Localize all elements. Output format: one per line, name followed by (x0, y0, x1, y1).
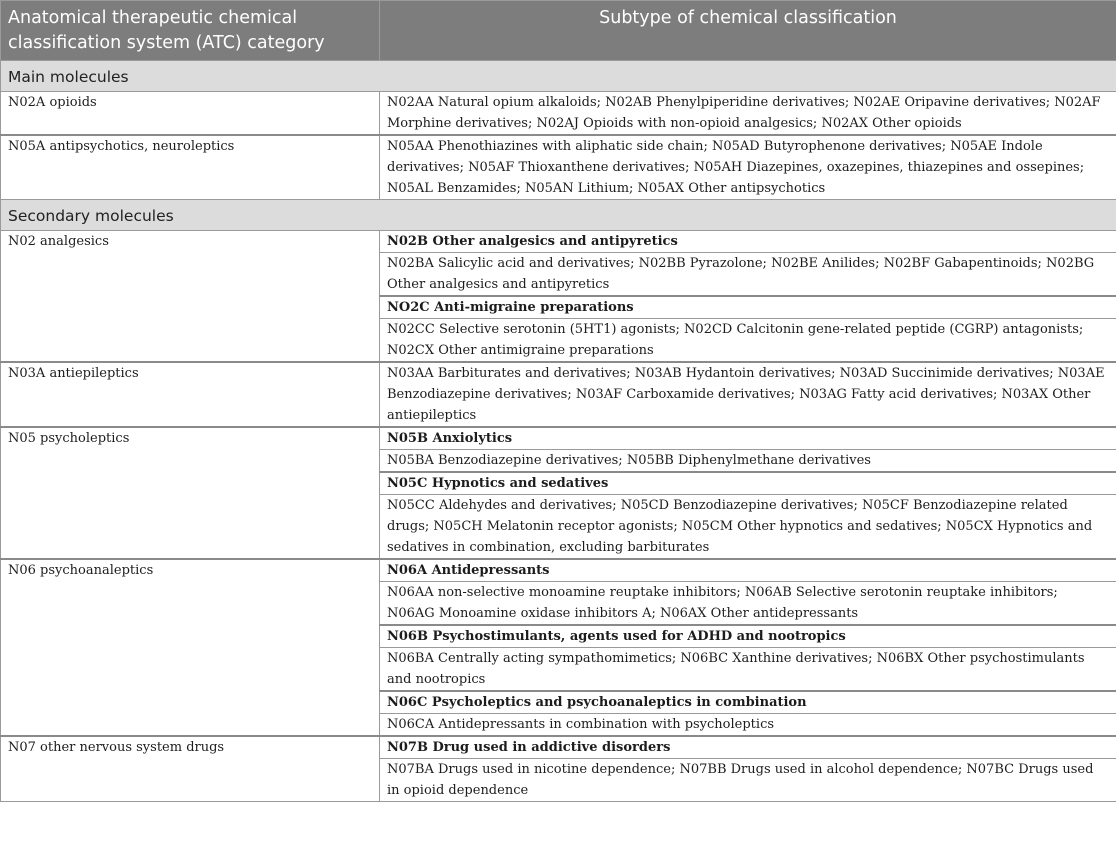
table-row (1, 231, 1116, 253)
subtype-detail-cell: N06CA Antidepressants in combination with psycholeptics (380, 714, 1116, 737)
atc-category-cell: N07 other nervous system drugs (1, 736, 380, 802)
table-row (1, 736, 1116, 759)
subtype-detail-cell: N05BA Benzodiazepine derivatives; N05BB Diphenylmethane derivatives (380, 450, 1116, 473)
subtype-detail-cell: N06BA Centrally acting sympathomimetics; N06BC Xanthine derivatives; N06BX Other psychostimulants and nootropics (380, 648, 1116, 692)
table-row (1, 135, 1116, 200)
subtype-detail-cell: N02CC Selective serotonin (5HT1) agonists; N02CD Calcitonin gene-related peptide (CGRP) antagonists; N02CX Other antimigraine preparations (380, 319, 1116, 363)
atc-category-cell: N02 analgesics (1, 231, 380, 363)
subtype-heading-cell: NO2C Anti-migraine preparations (380, 296, 1116, 319)
table-row (1, 427, 1116, 450)
subtype-heading-cell: N07B Drug used in addictive disorders (380, 736, 1116, 759)
section-row (1, 200, 1116, 231)
subtype-detail-cell: N02BA Salicylic acid and derivatives; N02BB Pyrazolone; N02BE Anilides; N02BF Gabapentinoids; N02BG Other analgesics and antipyretics (380, 253, 1116, 297)
subtype-detail-cell: N03AA Barbiturates and derivatives; N03AB Hydantoin derivatives; N03AD Succinimide derivatives; N03AE Benzodiazepine derivatives; N03AF Carboxamide derivatives; N03AG Fatty acid derivatives; N03AX Other antiepileptics (380, 362, 1116, 427)
header-atc-category: Anatomical therapeutic chemical classification system (ATC) category (1, 1, 380, 61)
section-title: Secondary molecules (1, 200, 1116, 231)
table-row (1, 559, 1116, 582)
subtype-detail-cell: N07BA Drugs used in nicotine dependence; N07BB Drugs used in alcohol dependence; N07BC Drugs used in opioid dependence (380, 759, 1116, 802)
table-body (1, 61, 1116, 802)
section-title: Main molecules (1, 61, 1116, 92)
subtype-detail-cell: N05CC Aldehydes and derivatives; N05CD Benzodiazepine derivatives; N05CF Benzodiazepine related drugs; N05CH Melatonin receptor agonists; N05CM Other hypnotics and sedatives; N05CX Hypnotics and sedatives in combination, excluding barbiturates (380, 495, 1116, 560)
section-row (1, 61, 1116, 92)
subtype-heading-cell: N06B Psychostimulants, agents used for ADHD and nootropics (380, 625, 1116, 648)
subtype-heading-cell: N06A Antidepressants (380, 559, 1116, 582)
table-row (1, 362, 1116, 427)
subtype-heading-cell: N05C Hypnotics and sedatives (380, 472, 1116, 495)
subtype-heading-cell: N02B Other analgesics and antipyretics (380, 231, 1116, 253)
atc-category-cell: N05 psycholeptics (1, 427, 380, 559)
atc-category-cell: N05A antipsychotics, neuroleptics (1, 135, 380, 200)
subtype-heading-cell: N05B Anxiolytics (380, 427, 1116, 450)
atc-category-cell: N02A opioids (1, 92, 380, 136)
header-subtype: Subtype of chemical classification (380, 1, 1116, 61)
table-row (1, 92, 1116, 136)
subtype-detail-cell: N02AA Natural opium alkaloids; N02AB Phenylpiperidine derivatives; N02AE Oripavine derivatives; N02AF Morphine derivatives; N02AJ Opioids with non-opioid analgesics; N02AX Other opioids (380, 92, 1116, 136)
subtype-detail-cell: N06AA non-selective monoamine reuptake inhibitors; N06AB Selective serotonin reuptake inhibitors; N06AG Monoamine oxidase inhibitors A; N06AX Other antidepressants (380, 582, 1116, 626)
atc-category-cell: N03A antiepileptics (1, 362, 380, 427)
header-row (1, 1, 1116, 61)
subtype-detail-cell: N05AA Phenothiazines with aliphatic side chain; N05AD Butyrophenone derivatives; N05AE Indole derivatives; N05AF Thioxanthene derivatives; N05AH Diazepines, oxazepines, thiazepines and ossepines; N05AL Benzamides; N05AN Lithium; N05AX Other antipsychotics (380, 135, 1116, 200)
table-header (1, 1, 1116, 61)
atc-category-cell: N06 psychoanaleptics (1, 559, 380, 736)
subtype-heading-cell: N06C Psycholeptics and psychoanaleptics in combination (380, 691, 1116, 714)
